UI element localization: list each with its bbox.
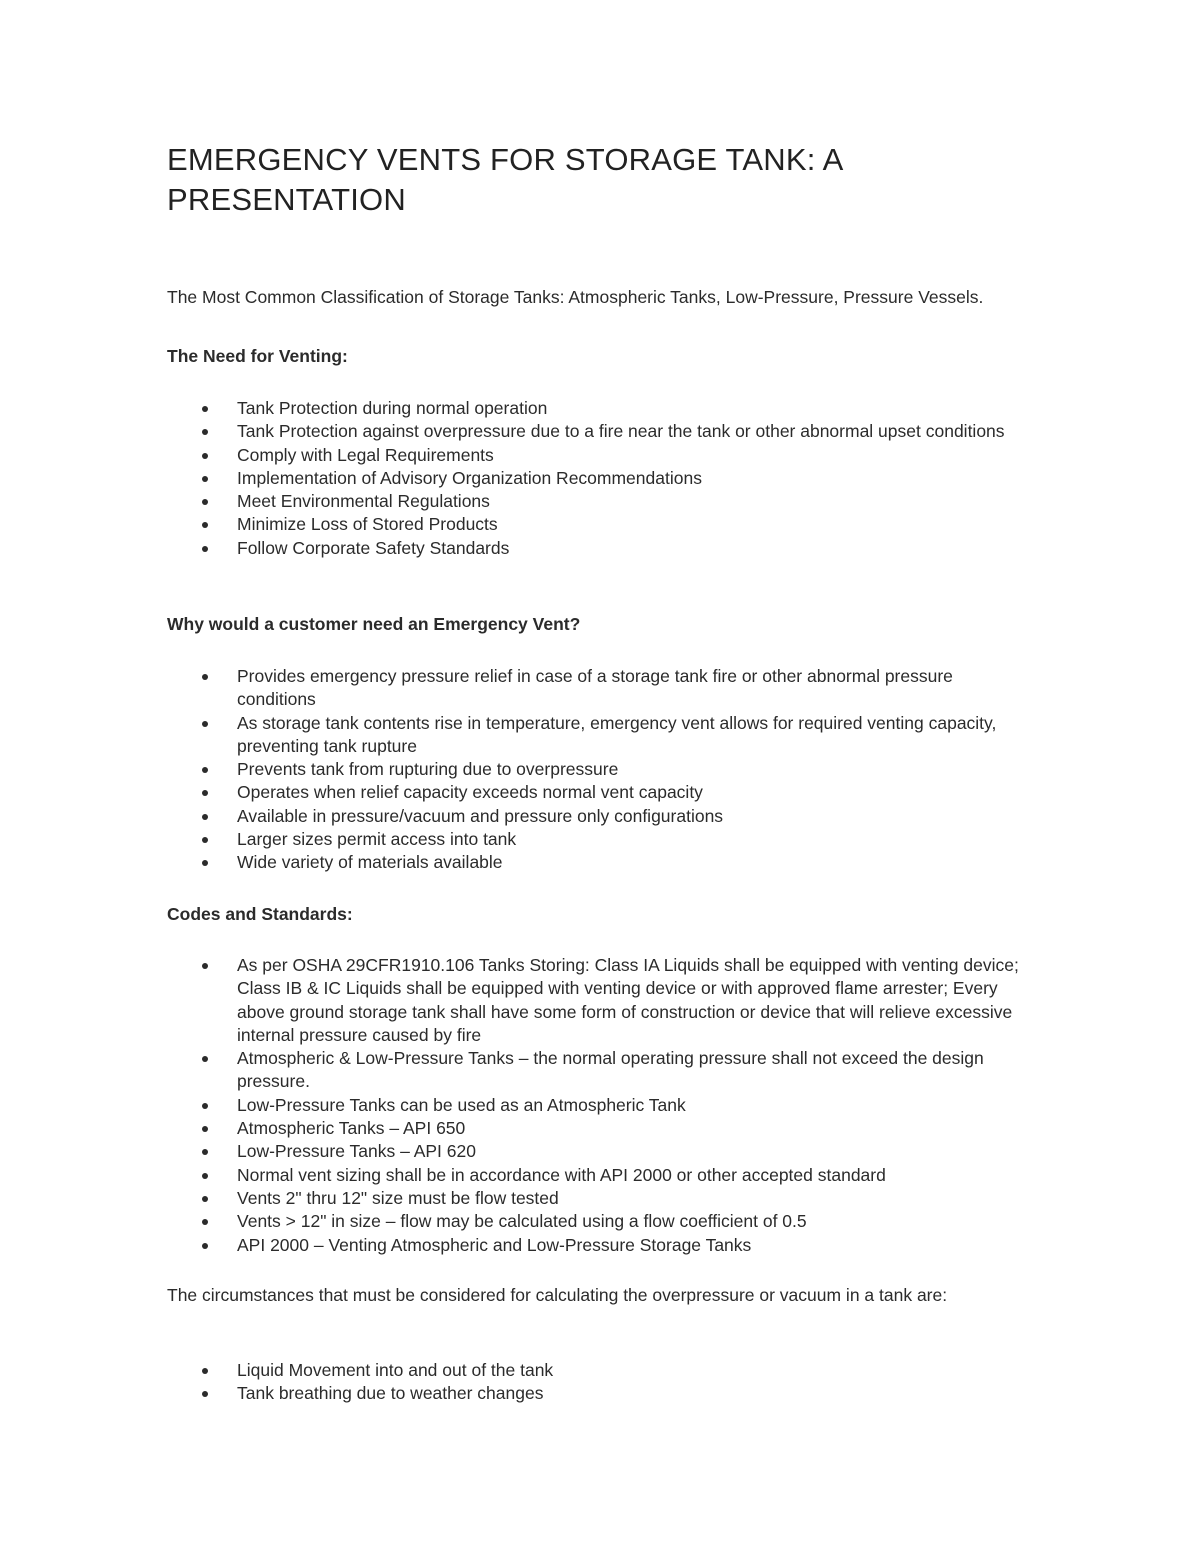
list-item: Liquid Movement into and out of the tank [167, 1359, 1027, 1382]
section-heading-codes: Codes and Standards: [167, 904, 353, 924]
list-item: Operates when relief capacity exceeds normal vent capacity [167, 781, 1027, 804]
bullet-icon [202, 1219, 208, 1225]
bullet-icon [202, 429, 208, 435]
bullet-icon [202, 860, 208, 866]
document-page [167, 140, 1027, 1404]
list-item: Minimize Loss of Stored Products [167, 513, 1027, 536]
intro-paragraph: The Most Common Classification of Storage Tanks: Atmospheric Tanks, Low-Pressure, Pressure Vessels. [167, 287, 984, 307]
bullet-icon [202, 453, 208, 459]
list-item: Low-Pressure Tanks – API 620 [167, 1140, 1027, 1163]
section-heading-why: Why would a customer need an Emergency Vent? [167, 614, 581, 634]
list-item: Comply with Legal Requirements [167, 444, 1027, 467]
list-item: As per OSHA 29CFR1910.106 Tanks Storing: Class IA Liquids shall be equipped with venting device; Class IB & IC Liquids shall be equipped with venting device or with approved flame arrester; Every above ground storage tank shall have some form of construction or device that will relieve excessive internal pressure caused by fire [167, 954, 1027, 1047]
bullet-icon [202, 1368, 208, 1374]
page-title: EMERGENCY VENTS FOR STORAGE TANK: A PRESENTATION [167, 142, 842, 217]
bullet-icon [202, 837, 208, 843]
bullet-icon [202, 546, 208, 552]
bullet-icon [202, 406, 208, 412]
why-list [167, 665, 1027, 875]
list-item: Atmospheric Tanks – API 650 [167, 1117, 1027, 1140]
bullet-icon [202, 790, 208, 796]
list-item: Larger sizes permit access into tank [167, 828, 1027, 851]
bullet-icon [202, 522, 208, 528]
list-item: Normal vent sizing shall be in accordance with API 2000 or other accepted standard [167, 1164, 1027, 1187]
bullet-icon [202, 814, 208, 820]
bullet-icon [202, 1126, 208, 1132]
bullet-icon [202, 963, 208, 969]
codes-list [167, 954, 1027, 1257]
list-item: Available in pressure/vacuum and pressure only configurations [167, 805, 1027, 828]
bullet-icon [202, 1056, 208, 1062]
list-item: As storage tank contents rise in temperature, emergency vent allows for required venting capacity, preventing tank rupture [167, 712, 1027, 759]
list-item: Low-Pressure Tanks can be used as an Atmospheric Tank [167, 1094, 1027, 1117]
list-item: Tank breathing due to weather changes [167, 1382, 1027, 1405]
circumstances-paragraph: The circumstances that must be considered for calculating the overpressure or vacuum in a tank are: [167, 1285, 948, 1305]
list-item: Prevents tank from rupturing due to overpressure [167, 758, 1027, 781]
bullet-icon [202, 1391, 208, 1397]
list-item: Vents > 12" in size – flow may be calculated using a flow coefficient of 0.5 [167, 1210, 1027, 1233]
list-item: Wide variety of materials available [167, 851, 1027, 874]
bullet-icon [202, 1243, 208, 1249]
list-item: Provides emergency pressure relief in case of a storage tank fire or other abnormal pressure conditions [167, 665, 1027, 712]
section-heading-need: The Need for Venting: [167, 346, 348, 366]
bullet-icon [202, 674, 208, 680]
bullet-icon [202, 767, 208, 773]
list-item: Implementation of Advisory Organization Recommendations [167, 467, 1027, 490]
list-item: Follow Corporate Safety Standards [167, 537, 1027, 560]
bullet-icon [202, 1173, 208, 1179]
bullet-icon [202, 1103, 208, 1109]
need-list [167, 397, 1027, 560]
list-item: Tank Protection against overpressure due to a fire near the tank or other abnormal upset conditions [167, 420, 1027, 443]
circumstances-list [167, 1359, 1027, 1406]
list-item: Atmospheric & Low-Pressure Tanks – the normal operating pressure shall not exceed the design pressure. [167, 1047, 1027, 1094]
list-item: Meet Environmental Regulations [167, 490, 1027, 513]
bullet-icon [202, 476, 208, 482]
bullet-icon [202, 499, 208, 505]
bullet-icon [202, 721, 208, 727]
list-item: API 2000 – Venting Atmospheric and Low-Pressure Storage Tanks [167, 1234, 1027, 1257]
list-item: Tank Protection during normal operation [167, 397, 1027, 420]
bullet-icon [202, 1196, 208, 1202]
list-item: Vents 2" thru 12" size must be flow tested [167, 1187, 1027, 1210]
bullet-icon [202, 1149, 208, 1155]
